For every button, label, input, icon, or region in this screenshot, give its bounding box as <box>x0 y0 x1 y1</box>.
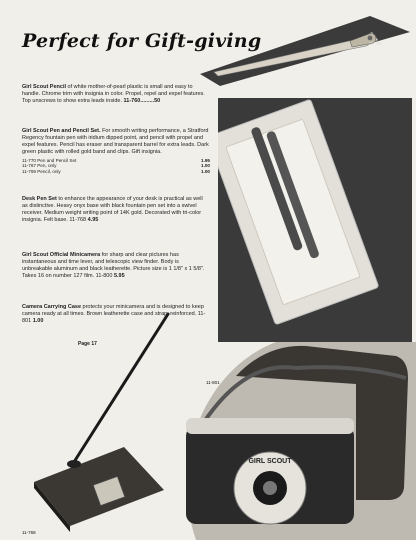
row-label: 11-770 Pen and Pencil Set <box>22 158 77 163</box>
pencil-photo <box>200 14 410 86</box>
pencil-photo-code: 11-760 <box>368 41 382 46</box>
camera-case-copy <box>22 304 210 325</box>
desk-pen-set-copy <box>22 196 210 224</box>
desk-photo-code: 11-768 <box>22 530 36 535</box>
insignia-icon <box>368 36 373 41</box>
row-price: 1.00 <box>201 163 210 169</box>
row-price: 1.00 <box>201 168 210 174</box>
case-name: Camera Carrying Case <box>22 304 82 310</box>
camera-price: 5.95 <box>113 273 125 279</box>
case-price: 1.00 <box>32 318 44 324</box>
pencil-code-price: 11-760.........50 <box>123 98 161 104</box>
pen-pencil-set-photo <box>218 98 412 342</box>
pen-pencil-set-copy <box>22 128 210 174</box>
set-photo-code: 11-770 <box>265 292 279 297</box>
set-text: For smooth writing performance, a Stratford Regency fountain pen with iridium dipped point, and pencil with propel and expel features. Pencil has eraser and transparent barrel for extra leads. Dark green plastic with rolled gold band and clips. Gift insignia. <box>22 128 209 155</box>
camera-top <box>186 418 354 434</box>
set-name: Girl Scout Pen and Pencil Set. <box>22 128 101 134</box>
page-number: Page 17 <box>78 341 97 347</box>
row-price: 1.95 <box>201 158 210 163</box>
desk-price: 4.95 <box>87 217 99 223</box>
row-label: 11-769 Pencil, only <box>22 168 61 174</box>
lens-glass <box>263 481 277 495</box>
desk-name: Desk Pen Set <box>22 196 57 202</box>
camera-text: for sharp and clear pictures has instantaneous and time lever, and telescopic view finder. Body is unbreakable aluminum and black leatherette. Picture size is 1 1/8" x 1 5/8". Takes 16 on number 127 film. 11-800 <box>22 252 205 279</box>
desk-pen-set-photo <box>24 312 174 534</box>
row-label: 11-767 Pen, only <box>22 163 57 169</box>
pencil-name: Girl Scout Pencil <box>22 84 67 90</box>
swivel-receiver <box>67 460 81 468</box>
camera-name: Girl Scout Official Minicamera <box>22 252 101 258</box>
desk-text: to enhance the appearance of your desk is practical as well as distinctive. Heavy onyx base with black fountain pen set into a swivel receiver. Medium weight writing point of 14K gold. Decorated with tri-color insignia. Felt base. 11-768 <box>22 196 203 223</box>
desk-pen <box>74 314 168 462</box>
pencil-copy <box>22 84 210 105</box>
set-price-table <box>22 158 210 174</box>
minicamera-copy <box>22 252 210 280</box>
case-text: protects your minicamera and is designed to keep camera ready at all times. Brown leatherette case and strap, reinforced. 11-801 <box>22 304 206 324</box>
camera-photo <box>156 338 416 540</box>
price-row <box>22 169 210 174</box>
page-title: Perfect for Gift-giving <box>22 30 262 52</box>
case-photo-code: 11-801 <box>206 380 220 385</box>
camera-brand: GIRL SCOUT <box>248 458 292 465</box>
pencil-text: of white mother-of-pearl plastic is small and easy to handle. Chrome trim with insignia in color. Propel, repel and expel features. Top unscrews to show extra leads inside. <box>22 84 205 104</box>
